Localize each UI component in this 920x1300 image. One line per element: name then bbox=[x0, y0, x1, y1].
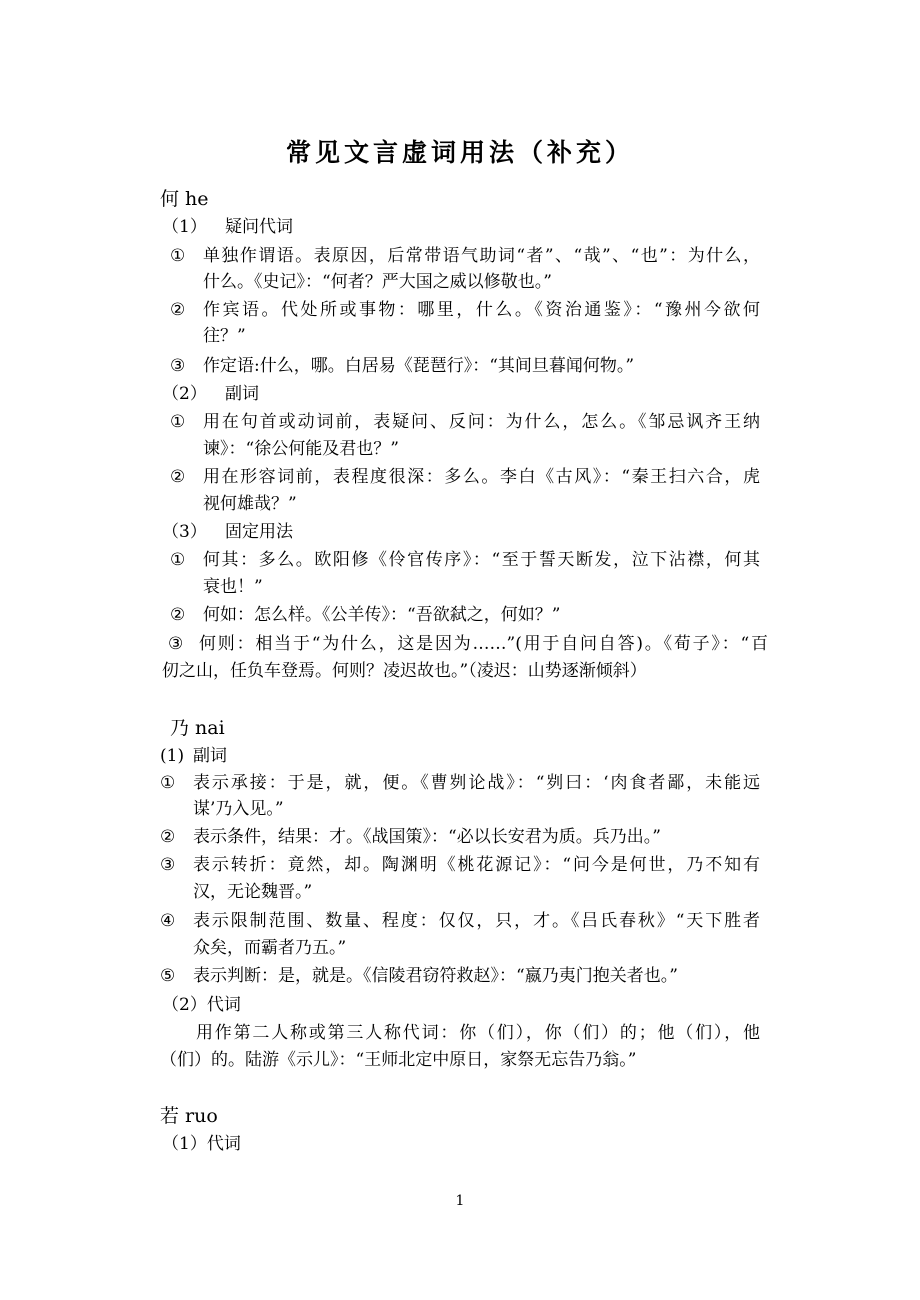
page-title: 常见文言虚词用法（补充） bbox=[285, 138, 634, 167]
item-number: ⑤ bbox=[160, 966, 176, 986]
item-number: ① bbox=[160, 773, 176, 793]
item-text: 何其：多么。欧阳修《伶官传序》：“至于誓天断发，泣下沾襟，何其 bbox=[203, 550, 760, 570]
item-text: 何如：怎么样。《公羊传》：“吾欲弑之，何如？” bbox=[203, 605, 561, 625]
item-text: 表示条件，结果：才。《战国策》：“必以长安君为质。兵乃出。” bbox=[193, 827, 661, 847]
item-text-cont: 汉，无论魏晋。” bbox=[193, 882, 313, 902]
item-text: 作定语:什么，哪。白居易《琵琶行》：“其间旦暮闻何物。” bbox=[203, 356, 635, 376]
section-title: 副词 bbox=[225, 384, 259, 404]
section-label: （1） bbox=[162, 217, 207, 237]
item-text-cont: 仞之山，任负车登焉。何则？凌迟故也。”（凌迟：山势逐渐倾斜） bbox=[162, 661, 647, 681]
item-text-cont: 视何雄哉？” bbox=[203, 494, 297, 514]
item-number: ② bbox=[170, 300, 186, 320]
item-text-cont: 衰也！” bbox=[203, 577, 263, 597]
item-number: ① bbox=[170, 550, 186, 570]
entry-heading-he: 何 he bbox=[160, 188, 209, 210]
item-text-cont: 往？” bbox=[203, 326, 246, 346]
section-label: （2） bbox=[162, 384, 207, 404]
item-text: 作宾语。代处所或事物：哪里，什么。《资治通鉴》：“豫州今欲何 bbox=[203, 300, 760, 320]
item-number: ③ bbox=[168, 634, 184, 654]
item-number: ③ bbox=[160, 855, 176, 875]
item-number: ③ bbox=[170, 356, 186, 376]
section-label: （2）代词 bbox=[162, 995, 241, 1015]
item-text-cont: 谏》：“徐公何能及君也？” bbox=[203, 439, 399, 459]
section-label: （1）代词 bbox=[162, 1134, 241, 1154]
item-number: ② bbox=[170, 605, 186, 625]
item-text-cont: 什么。《史记》：“何者？严大国之威以修敬也。” bbox=[203, 272, 552, 292]
paragraph-text-cont: （们）的。陆游《示儿》：“王师北定中原日，家祭无忘告乃翁。” bbox=[160, 1050, 637, 1070]
item-number: ④ bbox=[160, 911, 176, 931]
item-text-cont: 众矣，而霸者乃五。” bbox=[193, 938, 347, 958]
entry-heading-nai: 乃 nai bbox=[170, 717, 225, 739]
item-text: 表示承接：于是，就，便。《曹刿论战》：“刿曰：‘肉食者鄙，未能远 bbox=[193, 773, 760, 793]
item-number: ② bbox=[160, 827, 176, 847]
item-number: ② bbox=[170, 467, 186, 487]
item-text: 用在形容词前，表程度很深：多么。李白《古风》：“秦王扫六合，虎 bbox=[203, 467, 760, 487]
item-text: 表示转折：竟然，却。陶渊明《桃花源记》：“问今是何世，乃不知有 bbox=[193, 855, 760, 875]
section-title: 固定用法 bbox=[225, 522, 293, 542]
paragraph-text: 用作第二人称或第三人称代词：你（们），你（们）的；他（们），他 bbox=[196, 1023, 760, 1043]
item-text: 用在句首或动词前，表疑问、反问：为什么，怎么。《邹忌讽齐王纳 bbox=[203, 412, 760, 432]
item-text: 单独作谓语。表原因，后常带语气助词“者”、“哉”、“也”：为什么， bbox=[203, 246, 760, 266]
item-text: 表示判断：是，就是。《信陵君窃符救赵》：“嬴乃夷门抱关者也。” bbox=[193, 966, 678, 986]
item-text: 何则：相当于“为什么，这是因为……”(用于自问自答)。《荀子》：“百 bbox=[199, 634, 768, 654]
item-number: ① bbox=[170, 246, 186, 266]
section-label: (1) bbox=[160, 746, 185, 766]
item-text-cont: 谋’乃入见。” bbox=[193, 799, 284, 819]
item-number: ① bbox=[170, 412, 186, 432]
section-label: （3） bbox=[162, 522, 207, 542]
page-number: 1 bbox=[455, 1193, 465, 1209]
entry-heading-ruo: 若 ruo bbox=[160, 1105, 218, 1127]
item-text: 表示限制范围、数量、程度：仅仅，只，才。《吕氏春秋》“天下胜者 bbox=[193, 911, 760, 931]
section-title: 疑问代词 bbox=[225, 217, 293, 237]
section-title: 副词 bbox=[193, 746, 227, 766]
